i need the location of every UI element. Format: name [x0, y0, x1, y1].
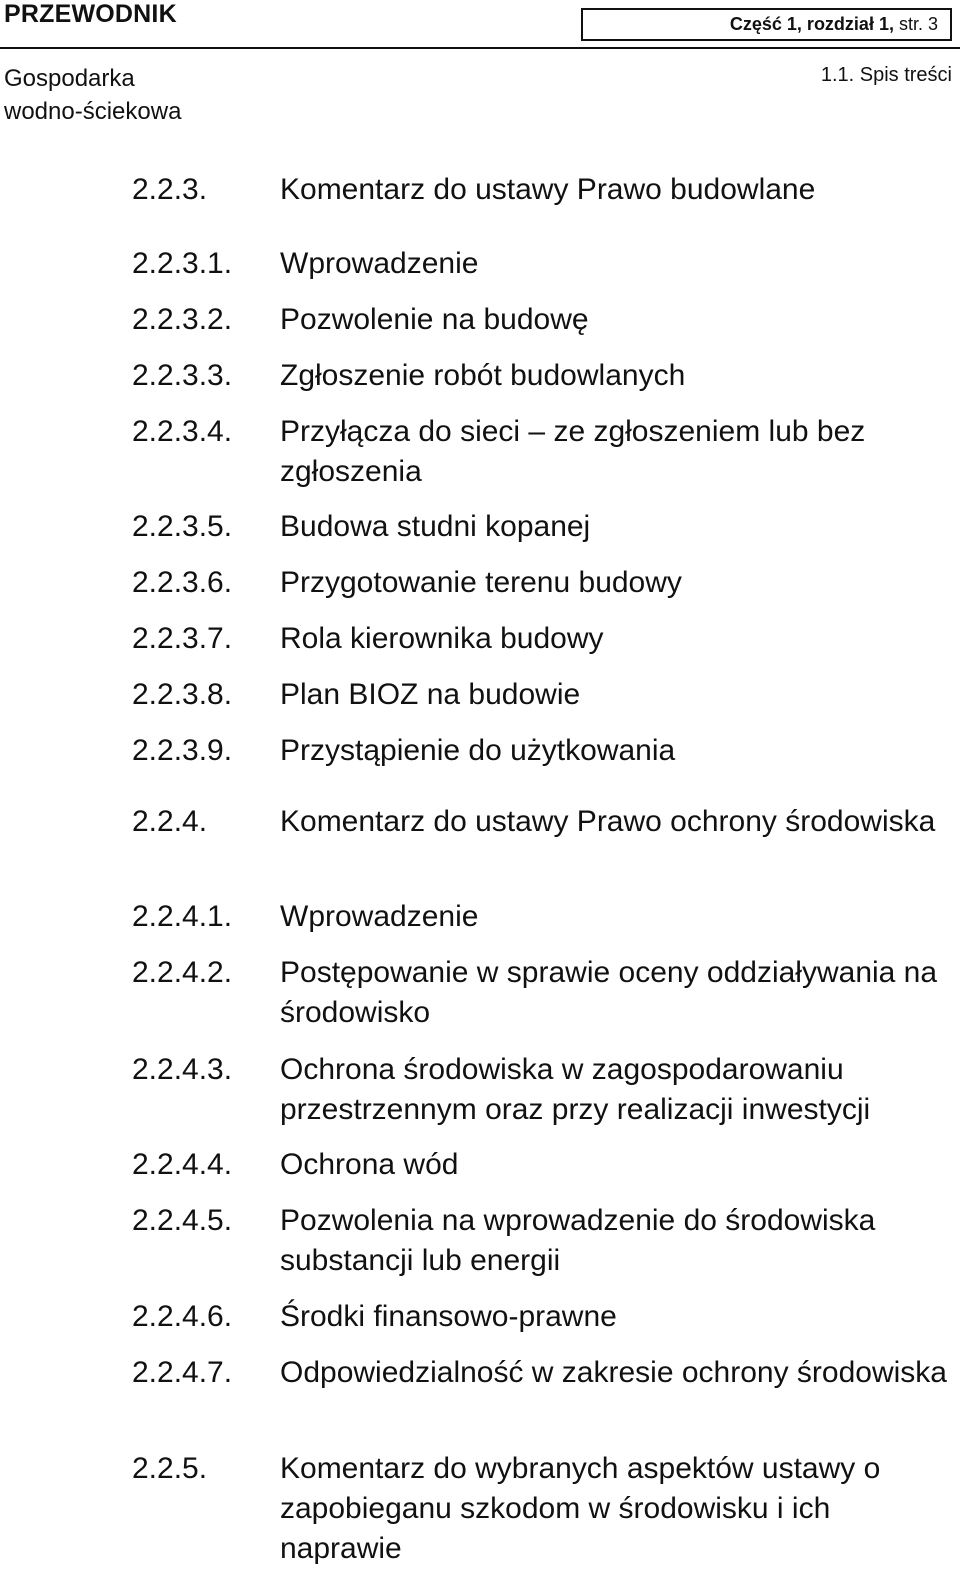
- toc-entry-number: 2.2.3.1.: [132, 247, 233, 280]
- toc-entry-number: 2.2.5.: [132, 1452, 208, 1485]
- document-title-line-2: wodno-ściekowa: [4, 98, 182, 125]
- document-title-line-1: Gospodarka: [4, 65, 135, 92]
- section-label: 1.1. Spis treści: [820, 64, 952, 86]
- toc-entry-number: 2.2.4.1.: [132, 900, 233, 933]
- toc-entry-title: Komentarz do ustawy Prawo ochrony środowiska: [280, 805, 936, 838]
- toc-entry-title: Rola kierownika budowy: [280, 622, 604, 655]
- toc-entry-title: Ochrona wód: [280, 1148, 459, 1181]
- toc-entry-number: 2.2.3.3.: [132, 359, 233, 392]
- toc-entry-title: Budowa studni kopanej: [280, 510, 591, 543]
- toc-entry-number: 2.2.3.9.: [132, 734, 233, 767]
- page-label: str. 3: [898, 14, 938, 34]
- toc-entry-title: Ochrona środowiska w zagospodarowaniu przestrzennym oraz przy realizacji inwestycji: [280, 1053, 871, 1126]
- part-chapter-page-box: [581, 8, 952, 41]
- toc-entry-number: 2.2.3.7.: [132, 622, 233, 655]
- toc-entry-number: 2.2.4.5.: [132, 1204, 233, 1237]
- toc-entry-number: 2.2.3.8.: [132, 678, 233, 711]
- toc-entry-title: Przyłącza do sieci – ze zgłoszeniem lub bez zgłoszenia: [280, 415, 866, 488]
- toc-entry-title: Wprowadzenie: [280, 900, 479, 933]
- toc-entry-title: Środki finansowo-prawne: [280, 1300, 617, 1333]
- toc-entry-number: 2.2.3.6.: [132, 566, 233, 599]
- toc-entry-number: 2.2.4.: [132, 805, 208, 838]
- toc-entry-title: Pozwolenie na budowę: [280, 303, 589, 336]
- toc-entry-title: Postępowanie w sprawie oceny oddziaływania na środowisko: [280, 956, 938, 1029]
- toc-entry-number: 2.2.4.4.: [132, 1148, 233, 1181]
- toc-entry-number: 2.2.3.: [132, 173, 208, 206]
- publication-title: PRZEWODNIK: [4, 0, 177, 28]
- toc-entry-title: Przygotowanie terenu budowy: [280, 566, 682, 599]
- part-chapter-label: Część 1, rozdział 1,: [729, 14, 894, 34]
- toc-entry-title: Wprowadzenie: [280, 247, 479, 280]
- header-rule: [0, 47, 960, 49]
- toc-entry-number: 2.2.3.2.: [132, 303, 233, 336]
- toc-entry-title: Komentarz do wybranych aspektów ustawy o zapobieganu szkodom w środowisku i ich naprawie: [280, 1452, 881, 1565]
- toc-entry-title: Przystąpienie do użytkowania: [280, 734, 676, 767]
- toc-entry-number: 2.2.4.3.: [132, 1053, 233, 1086]
- toc-entry-number: 2.2.4.6.: [132, 1300, 233, 1333]
- document-title: [4, 62, 181, 128]
- toc-entry-title: Pozwolenia na wprowadzenie do środowiska substancji lub energii: [280, 1204, 876, 1277]
- toc-entry-title: Zgłoszenie robót budowlanych: [280, 359, 686, 392]
- toc-entry-title: Odpowiedzialność w zakresie ochrony środowiska: [280, 1356, 947, 1389]
- toc-entry-number: 2.2.3.4.: [132, 415, 233, 448]
- toc-entry-number: 2.2.4.2.: [132, 956, 233, 989]
- toc-entry-title: Komentarz do ustawy Prawo budowlane: [280, 173, 816, 206]
- toc-entry-title: Plan BIOZ na budowie: [280, 678, 581, 711]
- toc-entry-number: 2.2.4.7.: [132, 1356, 233, 1389]
- toc-entry-number: 2.2.3.5.: [132, 510, 233, 543]
